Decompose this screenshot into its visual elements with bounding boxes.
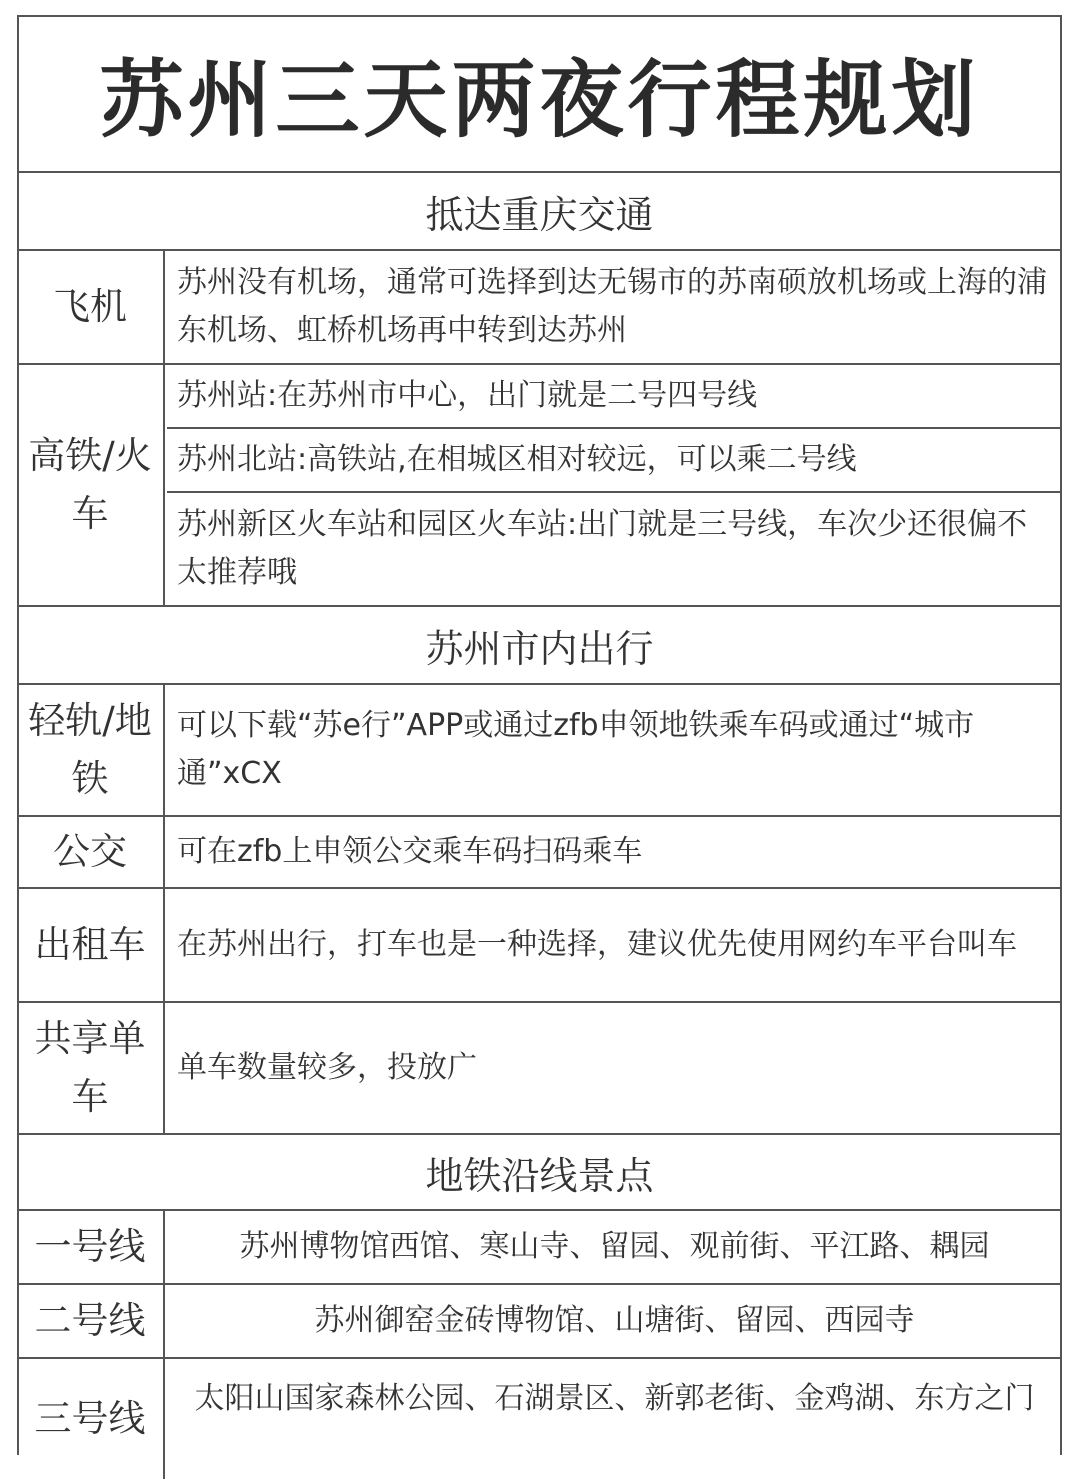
row-text-plane: 苏州没有机场，通常可选择到达无锡市的苏南硕放机场或上海的浦东机场、虹桥机场再中转到达苏州: [177, 265, 1047, 348]
table-row-line-2: [17, 1285, 1062, 1359]
row-text-line-3: 太阳山国家森林公园、石湖景区、新郭老街、金鸡湖、东方之门: [194, 1381, 1035, 1416]
row-label-bus: 公交: [17, 817, 165, 887]
row-text-taxi: 在苏州出行，打车也是一种选择，建议优先使用网约车平台叫车: [177, 927, 1017, 962]
row-text-bus: 可在zfb上申领公交乘车码扫码乘车: [177, 834, 643, 869]
row-label-taxi: 出租车: [17, 889, 165, 1001]
row-label-line-3: 三号线: [17, 1359, 165, 1479]
rail-item-suzhou-north: 苏州北站:高铁站,在相城区相对较远，可以乘二号线: [167, 429, 1062, 493]
row-label-rail: 高铁/火车: [17, 365, 165, 605]
row-label-line-1: 一号线: [17, 1211, 165, 1283]
table-row-line-3: [17, 1359, 1062, 1479]
table-row-taxi: [17, 889, 1062, 1003]
table-row-line-1: [17, 1211, 1062, 1285]
row-text-line-2: 苏州御窑金砖博物馆、山塘街、留园、西园寺: [314, 1303, 915, 1338]
rail-item-suzhou-station: 苏州站:在苏州市中心，出门就是二号四号线: [167, 365, 1062, 429]
row-text-bike: 单车数量较多，投放广: [177, 1050, 477, 1085]
row-label-line-2: 二号线: [17, 1285, 165, 1357]
rail-item-new-district: 苏州新区火车站和园区火车站:出门就是三号线，车次少还很偏不太推荐哦: [177, 507, 1028, 590]
section-header-arrival: 抵达重庆交通: [17, 173, 1062, 251]
row-text-line-1: 苏州博物馆西馆、寒山寺、留园、观前街、平江路、耦园: [239, 1229, 990, 1264]
page-title: 苏州三天两夜行程规划: [17, 15, 1062, 173]
row-label-bike: 共享单车: [17, 1003, 165, 1133]
table-row-plane: [17, 251, 1062, 365]
section-header-city: 苏州市内出行: [17, 607, 1062, 685]
row-label-metro-transit: 轻轨/地铁: [17, 685, 165, 815]
section-header-metro: 地铁沿线景点: [17, 1135, 1062, 1211]
table-row-bike: [17, 1003, 1062, 1135]
table-row-bus: [17, 817, 1062, 889]
table-row-metro-transit: [17, 685, 1062, 817]
row-label-plane: 飞机: [17, 251, 165, 363]
row-text-metro-transit: 可以下载“苏e行”APP或通过zfb申领地铁乘车码或通过“城市通”xCX: [177, 708, 975, 791]
table-row-rail: [17, 365, 1062, 607]
